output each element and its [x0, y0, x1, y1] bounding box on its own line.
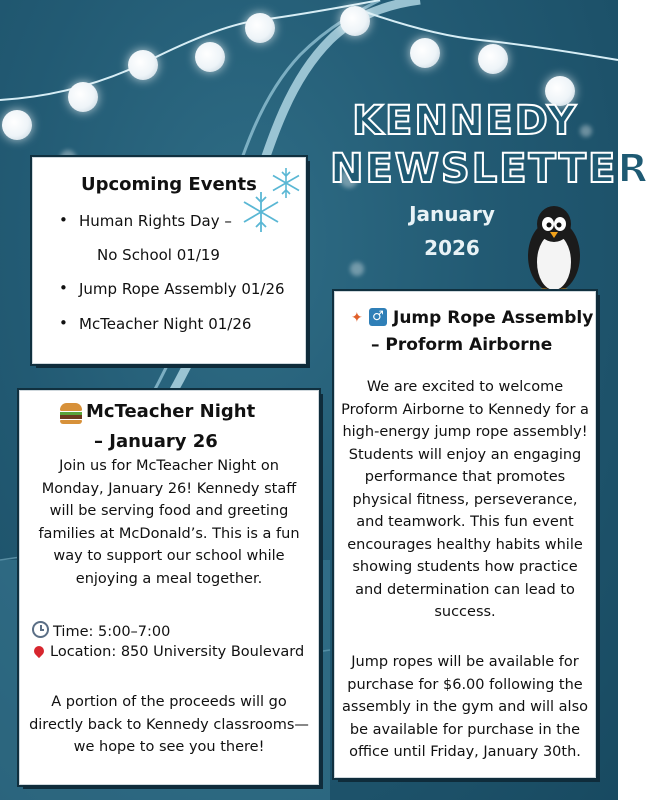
mcteacher-title-line2: – January 26 [94, 431, 218, 452]
jump-rope-closing: Jump ropes will be available for purchase for $6.00 following the assembly in the gym and will also be available for purchase in the office until Friday, January 30th. [342, 654, 588, 760]
clock-icon [32, 621, 49, 638]
light-bulb-icon [128, 50, 158, 80]
event-item-human-rights-day: Human Rights Day – [79, 212, 232, 230]
light-bulb-icon [2, 110, 32, 140]
mcteacher-description: Join us for McTeacher Night on Monday, January 26! Kennedy staff will be serving food and greeting families at McDonald’s. This is a fun way to support our school while enjoying a meal together. [38, 458, 300, 587]
mcteacher-title-line1: McTeacher Night [86, 401, 256, 422]
upcoming-events-title: Upcoming Events [81, 174, 257, 195]
upcoming-events-card [32, 157, 306, 364]
time-row: Time: 5:00–7:00 [32, 621, 170, 640]
jump-rope-description: We are excited to welcome Proform Airborne to Kennedy for a high-energy jump rope assembly! Students will enjoy an engaging performance that promotes physical fitness, perseverance, and teamwork. This fun event encourages healthy habits while showing students how practice and determination can lead to success. [341, 379, 589, 620]
light-bulb-icon [195, 42, 225, 72]
penguin-icon [518, 200, 590, 296]
bullet-dot: • [59, 314, 68, 332]
bullet-dot: • [59, 211, 68, 229]
newsletter-title-line2: NEWSLETTER [330, 146, 650, 192]
jump-rope-icon: ✦ [351, 310, 363, 326]
snowflake-icon [239, 190, 283, 234]
bullet-dot: • [59, 279, 68, 297]
newsletter-title-line1: KENNEDY [352, 98, 578, 144]
newsletter-year: 2026 [424, 236, 480, 260]
light-bulb-icon [245, 13, 275, 43]
snow-dot [350, 262, 364, 276]
event-item-mcteacher: McTeacher Night 01/26 [79, 315, 252, 333]
newsletter-month: January [409, 202, 495, 226]
light-bulb-icon [340, 6, 370, 36]
jump-rope-title-line1: Jump Rope Assembly [393, 308, 594, 328]
light-bulb-icon [68, 82, 98, 112]
jump-rope-title-line2: – Proform Airborne [371, 335, 553, 355]
mcteacher-closing: A portion of the proceeds will go directly back to Kennedy classrooms— we hope to see you there! [29, 694, 309, 755]
jump-rope-card [334, 291, 596, 778]
location-row: Location: 850 University Boulevard [32, 644, 304, 660]
event-item-jump-rope: Jump Rope Assembly 01/26 [79, 280, 285, 298]
pin-icon [32, 644, 46, 658]
event-item-human-rights-day-detail: No School 01/19 [97, 246, 220, 264]
light-bulb-icon [478, 44, 508, 74]
light-bulb-icon [410, 38, 440, 68]
burger-icon [60, 403, 82, 423]
male-sign-icon: ♂ [369, 308, 387, 326]
mcteacher-card [19, 390, 319, 785]
